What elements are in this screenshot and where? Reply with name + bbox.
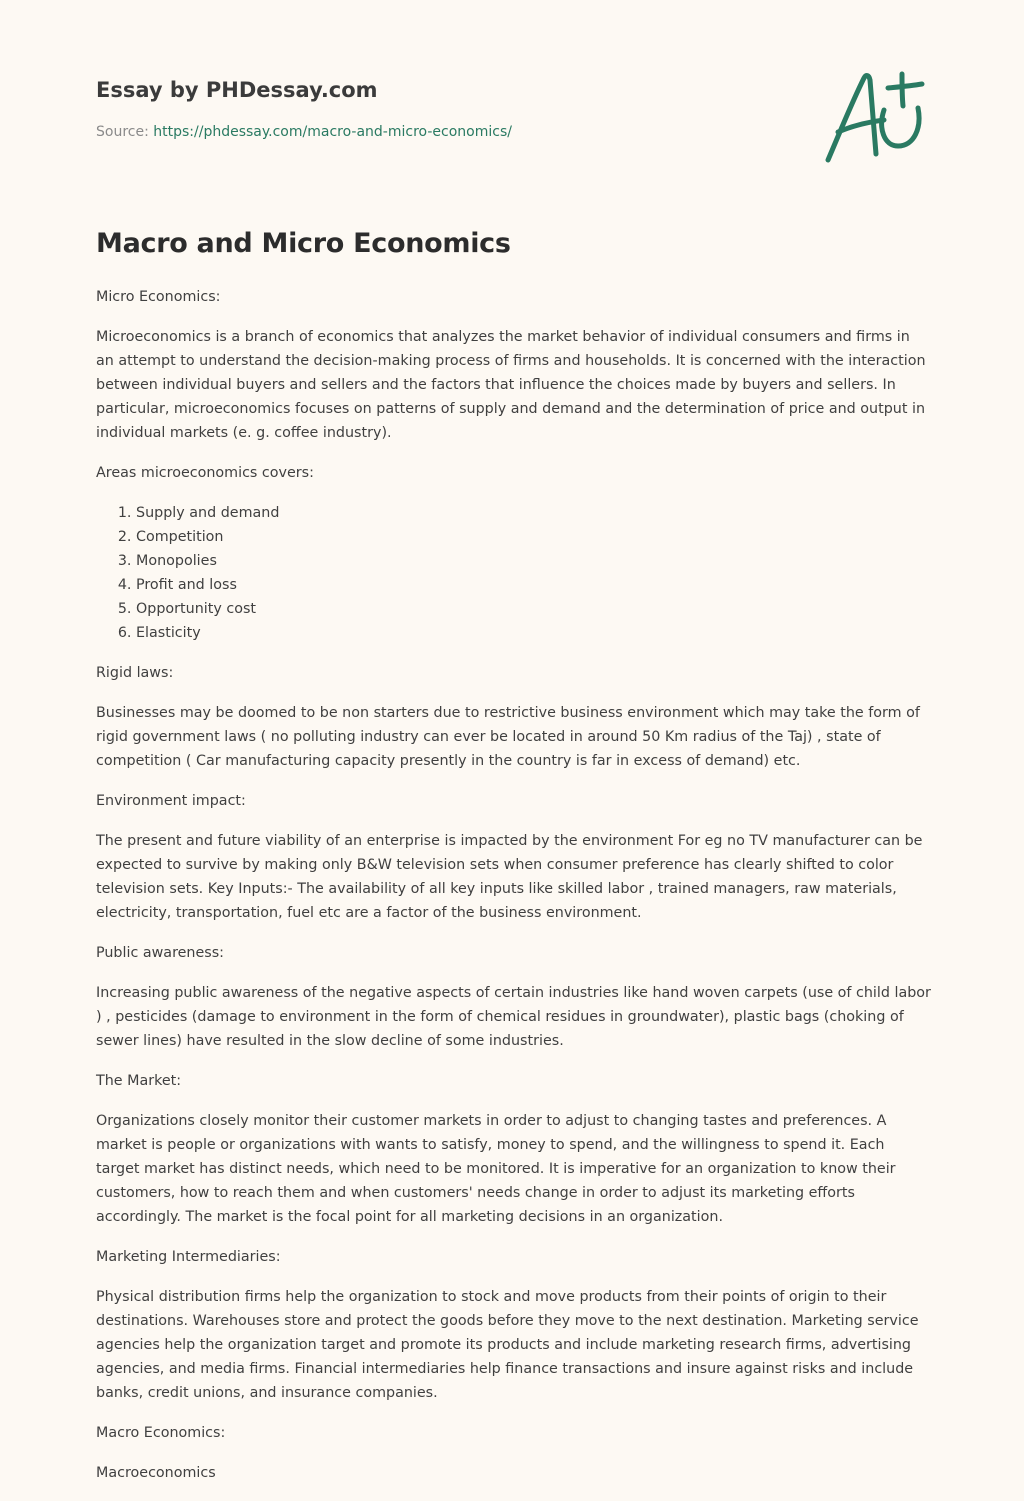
areas-list: [96, 501, 932, 645]
list-item: 4. Profit and loss: [136, 573, 932, 597]
market-heading: The Market:: [96, 1073, 182, 1089]
market-paragraph: Organizations closely monitor their customer markets in order to adjust to changing tastes and preferences. A market is people or organizations with wants to satisfy, money to spend, and the willingness to spend it. Each target market has distinct needs, which need to be monitored. It is imperative for an organization to know their customers, how to reach them and when customers' needs change in order to adjust its marketing efforts accordingly. The market is the focal point for all marketing decisions in an organization.: [96, 1113, 896, 1225]
essay-body: [96, 285, 932, 1501]
a-plus-icon: [818, 66, 930, 166]
list-item: 2. Competition: [136, 525, 932, 549]
macro-intro-paragraph: Macroeconomics: [96, 1465, 216, 1481]
source-line: [96, 122, 796, 142]
environment-paragraph: The present and future viability of an enterprise is impacted by the environment For eg no TV manufacturer can be expected to survive by making only B&W television sets when consumer preference has clearly shifted to color television sets. Key Inputs:- The availability of all key inputs like skilled labor , trained managers, raw materials, electricity, transportation, fuel etc are a factor of the business environment.: [96, 833, 923, 921]
rigid-laws-paragraph: Businesses may be doomed to be non starters due to restrictive business environment which may take the form of rigid government laws ( no polluting industry can ever be located in around 50 Km radius of the Taj) , state of competition ( Car manufacturing capacity presently in the country is far in excess of demand) etc.: [96, 705, 920, 769]
environment-heading: Environment impact:: [96, 793, 246, 809]
public-awareness-heading: Public awareness:: [96, 945, 225, 961]
source-label: Source:: [96, 124, 154, 140]
micro-intro-paragraph: Microeconomics is a branch of economics that analyzes the market behavior of individual consumers and firms in an attempt to understand the decision-making process of firms and households. It is concerned with the interaction between individual buyers and sellers and the factors that influence the choices made by buyers and sellers. In particular, microeconomics focuses on patterns of supply and demand and the determination of price and output in individual markets (e. g. coffee industry).: [96, 329, 926, 441]
list-item: 5. Opportunity cost: [136, 597, 932, 621]
intermediaries-paragraph: Physical distribution firms help the organization to stock and move products from their points of origin to their destinations. Warehouses store and protect the goods before they move to the next destination. Marketing service agencies help the organization target and promote its products and include marketing research firms, advertising agencies, and media firms. Financial intermediaries help finance transactions and insure against risks and include banks, credit unions, and insurance companies.: [96, 1289, 919, 1401]
rigid-laws-heading: Rigid laws:: [96, 665, 174, 681]
micro-heading: Micro Economics:: [96, 289, 221, 305]
intermediaries-heading: Marketing Intermediaries:: [96, 1249, 281, 1265]
list-item: 1. Supply and demand: [136, 501, 932, 525]
list-item: 6. Elasticity: [136, 621, 932, 645]
essay-title: Macro and Micro Economics: [96, 228, 511, 259]
areas-heading: Areas microeconomics covers:: [96, 465, 314, 481]
brand-title: Essay by PHDessay.com: [96, 78, 378, 102]
public-awareness-paragraph: Increasing public awareness of the negative aspects of certain industries like hand woven carpets (use of child labor ) , pesticides (damage to environment in the form of chemical residues in groundwater), plastic bags (choking of sewer lines) have resulted in the slow decline of some industries.: [96, 985, 931, 1049]
page-header: [96, 76, 796, 142]
source-link[interactable]: https://phdessay.com/macro-and-micro-economics/: [153, 124, 512, 140]
list-item: 3. Monopolies: [136, 549, 932, 573]
macro-heading: Macro Economics:: [96, 1425, 226, 1441]
